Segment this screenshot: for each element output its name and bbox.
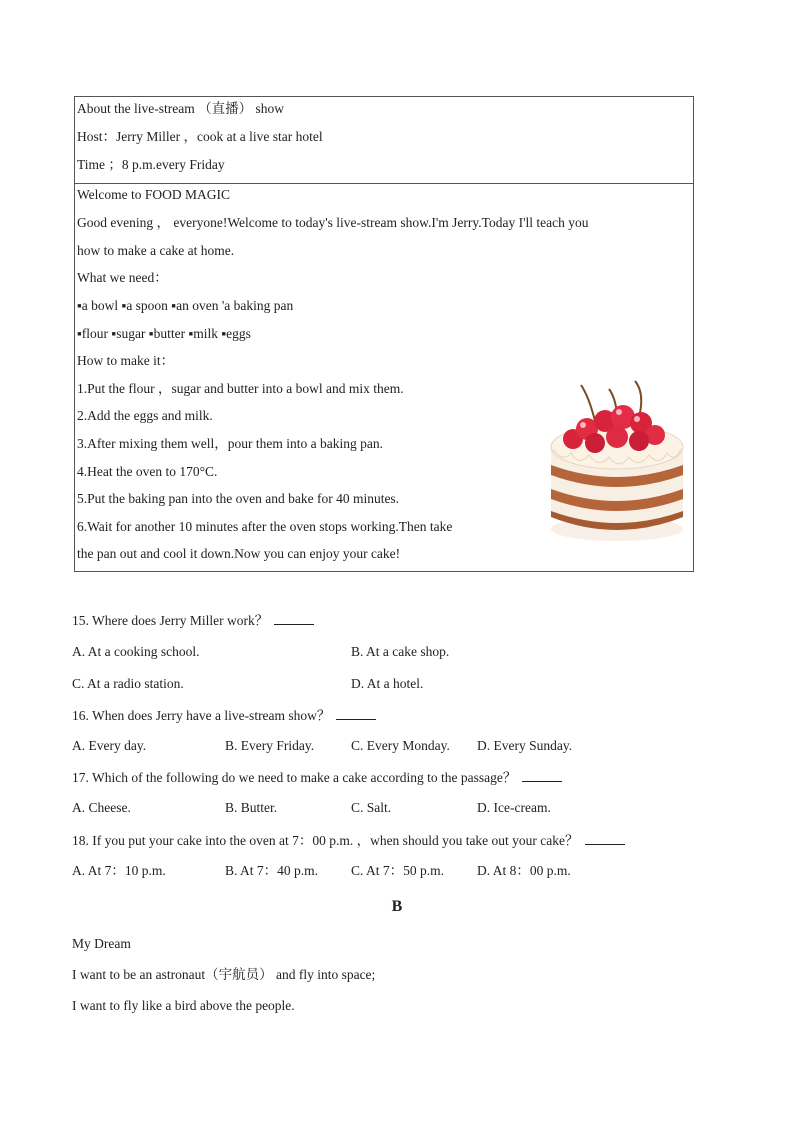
body-line: 1.Put the flour ，sugar and butter into a bowl and mix them. xyxy=(77,381,404,396)
option-a[interactable]: A. Every day. xyxy=(72,738,147,753)
option-b[interactable]: B. Butter. xyxy=(225,800,278,815)
question-stem: 17. Which of the following do we need to make a cake according to the passage？ xyxy=(72,770,517,785)
section-b-heading: B xyxy=(391,898,403,915)
option-c[interactable]: C. Every Monday. xyxy=(351,738,450,753)
info-line-time: Time ；8 p.m.every Friday xyxy=(77,157,225,172)
body-line: the pan out and cool it down.Now you can enjoy your cake! xyxy=(77,546,401,561)
answer-blank[interactable] xyxy=(585,832,625,845)
option-d[interactable]: D. Every Sunday. xyxy=(477,738,573,753)
option-b[interactable]: B. At 7：40 p.m. xyxy=(225,863,319,878)
body-line: ▪flour ▪sugar ▪butter ▪milk ▪eggs xyxy=(77,326,251,341)
question-stem: 15. Where does Jerry Miller work？ xyxy=(72,613,269,628)
body-line: Welcome to FOOD MAGIC xyxy=(77,187,231,202)
body-line: 6.Wait for another 10 minutes after the oven stops working.Then take xyxy=(77,519,453,534)
option-d[interactable]: D. Ice-cream. xyxy=(477,800,551,815)
option-a[interactable]: A. At 7：10 p.m. xyxy=(72,863,166,878)
question-16 xyxy=(72,707,376,724)
answer-blank[interactable] xyxy=(522,769,562,782)
option-c[interactable]: C. Salt. xyxy=(351,800,392,815)
option-b[interactable]: B. Every Friday. xyxy=(225,738,315,753)
body-line: 5.Put the baking pan into the oven and bake for 40 minutes. xyxy=(77,491,400,506)
option-b[interactable]: B. At a cake shop. xyxy=(351,644,450,659)
option-c[interactable]: C. At a radio station. xyxy=(72,676,184,691)
info-line-about: About the live-stream （直播） show xyxy=(77,101,284,116)
info-box xyxy=(74,96,694,572)
body-line: 4.Heat the oven to 170°C. xyxy=(77,464,218,479)
body-line: What we need： xyxy=(77,270,168,285)
body-line: 3.After mixing them well，pour them into a baking pan. xyxy=(77,436,383,451)
body-line: ▪a bowl ▪a spoon ▪an oven 'a baking pan xyxy=(77,298,294,313)
body-line: Good evening ， everyone!Welcome to today's live-stream show.I'm Jerry.Today I'll teach you xyxy=(77,215,589,230)
question-stem: 16. When does Jerry have a live-stream show？ xyxy=(72,708,331,723)
option-a[interactable]: A. Cheese. xyxy=(72,800,131,815)
body-line: how to make a cake at home. xyxy=(77,243,235,258)
option-a[interactable]: A. At a cooking school. xyxy=(72,644,200,659)
cake-illustration xyxy=(543,377,691,547)
option-d[interactable]: D. At 8：00 p.m. xyxy=(477,863,571,878)
question-stem: 18. If you put your cake into the oven at 7：00 p.m. ，when should you take out your cake？ xyxy=(72,833,579,848)
poem-line: I want to be an astronaut（宇航员） and fly into space; xyxy=(72,967,376,982)
question-15 xyxy=(72,612,314,629)
option-c[interactable]: C. At 7：50 p.m. xyxy=(351,863,445,878)
info-line-host: Host：Jerry Miller ，cook at a live star hotel xyxy=(77,129,323,144)
answer-blank[interactable] xyxy=(336,707,376,720)
poem-line: I want to fly like a bird above the people. xyxy=(72,998,295,1013)
body-line: How to make it： xyxy=(77,353,175,368)
question-18 xyxy=(72,832,625,849)
option-d[interactable]: D. At a hotel. xyxy=(351,676,424,691)
box-divider xyxy=(75,183,693,184)
question-17 xyxy=(72,769,562,786)
poem-title: My Dream xyxy=(72,936,131,951)
body-line: 2.Add the eggs and milk. xyxy=(77,408,213,423)
answer-blank[interactable] xyxy=(274,612,314,625)
